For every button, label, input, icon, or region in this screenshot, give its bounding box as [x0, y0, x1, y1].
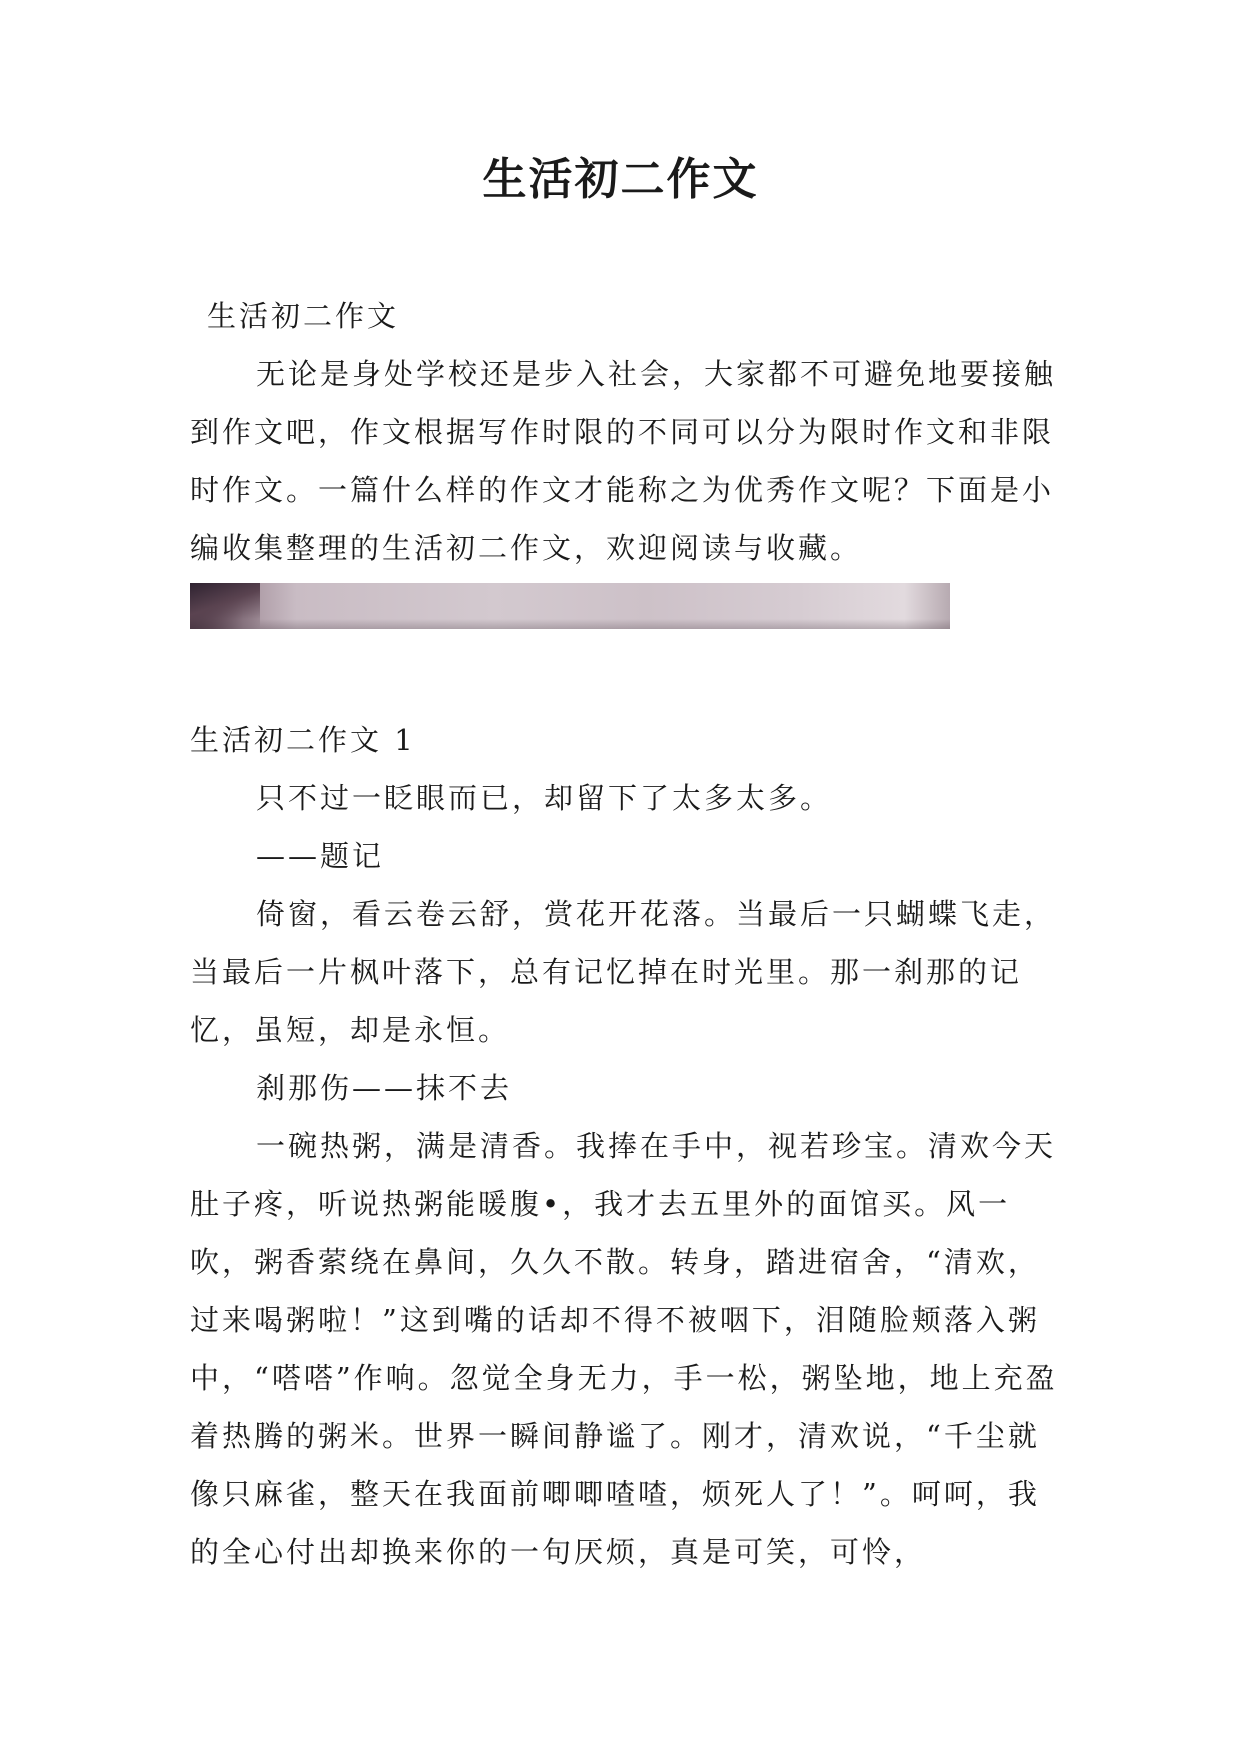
section-heading: 生活初二作文 1	[190, 723, 416, 757]
intro-paragraph: 无论是身处学校还是步入社会，大家都不可避免地要接触到作文吧，作文根据写作时限的不同可以分为限时作文和非限时作文。一篇什么样的作文才能称之为优秀作文呢？下面是小编收集整理的生活初二作文，欢迎阅读与收藏。	[190, 357, 1057, 565]
document-body	[190, 287, 1070, 1581]
epigraph-attribution: ——题记	[256, 839, 385, 873]
page-title: 生活初二作文	[482, 154, 759, 205]
body-paragraph: 一碗热粥，满是清香。我捧在手中，视若珍宝。清欢今天肚子疼，听说热粥能暖腹•，我才去五里外的面馆买。风一吹，粥香萦绕在鼻间，久久不散。转身，踏进宿舍，“清欢，过来喝粥啦！”这到嘴的话却不得不被咽下，泪随脸颊落入粥中，“嗒嗒”作响。忽觉全身无力，手一松，粥坠地，地上充盈着热腾的粥米。世界一瞬间静谧了。刚才，清欢说，“千尘就像只麻雀，整天在我面前唧唧喳喳，烦死人了！”。呵呵，我的全心付出却换来你的一句厌烦，真是可笑，可怜，	[190, 1129, 1058, 1569]
section-spacer	[190, 629, 1070, 711]
banner-image	[190, 583, 950, 629]
intro-heading: 生活初二作文	[207, 299, 400, 333]
body-paragraph: 倚窗，看云卷云舒，赏花开花落。当最后一只蝴蝶飞走，当最后一片枫叶落下，总有记忆掉在时光里。那一刹那的记忆，虽短，却是永恒。	[190, 897, 1057, 1047]
subheading: 刹那伤——抹不去	[256, 1071, 513, 1105]
epigraph: 只不过一眨眼而已，却留下了太多太多。	[256, 781, 833, 815]
